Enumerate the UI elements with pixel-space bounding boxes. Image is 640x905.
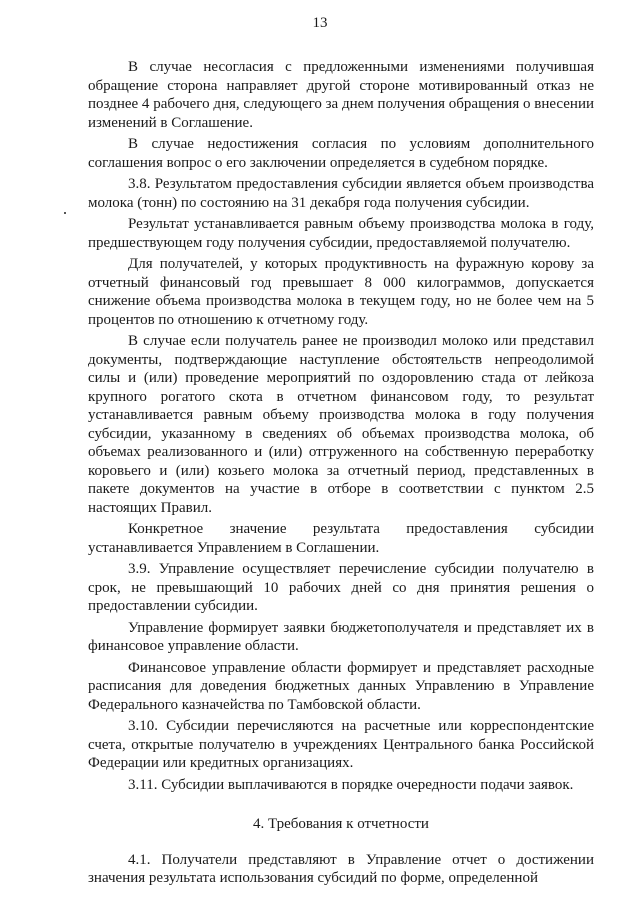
paragraph: В случае если получатель ранее не производил молоко или представил документы, подтверждающие наступление обстоятельств непреодолимой силы и (или) проведение мероприятий по оздоровлению стада от лейкоза крупного рогатого скота в отчетном финансовом году, то результат устанавливается равным объему производства молока в году получения субсидии, указанному в сведениях об объемах производства молока, об объемах реализованного и (или) отгруженного на собственную переработку коровьего и (или) козьего молока за отчетный период, представленных в пакете документов на участие в отборе в соответствии с пунктом 2.5 настоящих Правил. — [88, 333, 594, 516]
paragraph: 3.8. Результатом предоставления субсидии является объем производства молока (тонн) по состоянию на 31 декабря года получения субсидии. — [88, 176, 594, 211]
document-body — [88, 58, 594, 891]
paragraph: 4.1. Получатели представляют в Управление отчет о достижении значения результата использования субсидий по форме, определенной — [88, 851, 594, 886]
paragraph: Результат устанавливается равным объему производства молока в году, предшествующем году получения субсидии, предоставляемой получателю. — [88, 216, 594, 251]
paragraph: Конкретное значение результата предоставления субсидии устанавливается Управлением в Соглашении. — [88, 521, 594, 556]
scan-speck — [64, 212, 66, 214]
paragraph: 3.10. Субсидии перечисляются на расчетные или корреспондентские счета, открытые получателю в учреждениях Центрального банка Российской Федерации или кредитных организациях. — [88, 718, 594, 771]
paragraph: 3.9. Управление осуществляет перечисление субсидии получателю в срок, не превышающий 10 рабочих дней со дня принятия решения о предоставлении субсидии. — [88, 561, 594, 614]
paragraph: В случае несогласия с предложенными изменениями получившая обращение сторона направляет другой стороне мотивированный отказ не позднее 4 рабочего дня, следующего за днем получения обращения о внесении изменений в Соглашение. — [88, 59, 594, 131]
paragraph: Финансовое управление области формирует и представляет расходные расписания для доведения бюджетных данных Управлению в Управление Федерального казначейства по Тамбовской области. — [88, 659, 594, 713]
paragraph: В случае недостижения согласия по условиям дополнительного соглашения вопрос о его заключении определяется в судебном порядке. — [88, 136, 594, 171]
paragraph: Управление формирует заявки бюджетополучателя и представляет их в финансовое управление области. — [88, 619, 594, 654]
paragraph: Для получателей, у которых продуктивность на фуражную корову за отчетный финансовый год превышает 8 000 килограммов, допускается снижение объема производства молока в текущем году, но не более чем на 5 процентов по отношению к отчетному году. — [88, 256, 594, 328]
paragraph: 3.11. Субсидии выплачиваются в порядке очередности подачи заявок. — [128, 776, 574, 793]
section-heading: 4. Требования к отчетности — [253, 816, 429, 832]
page-number: 13 — [312, 15, 328, 31]
